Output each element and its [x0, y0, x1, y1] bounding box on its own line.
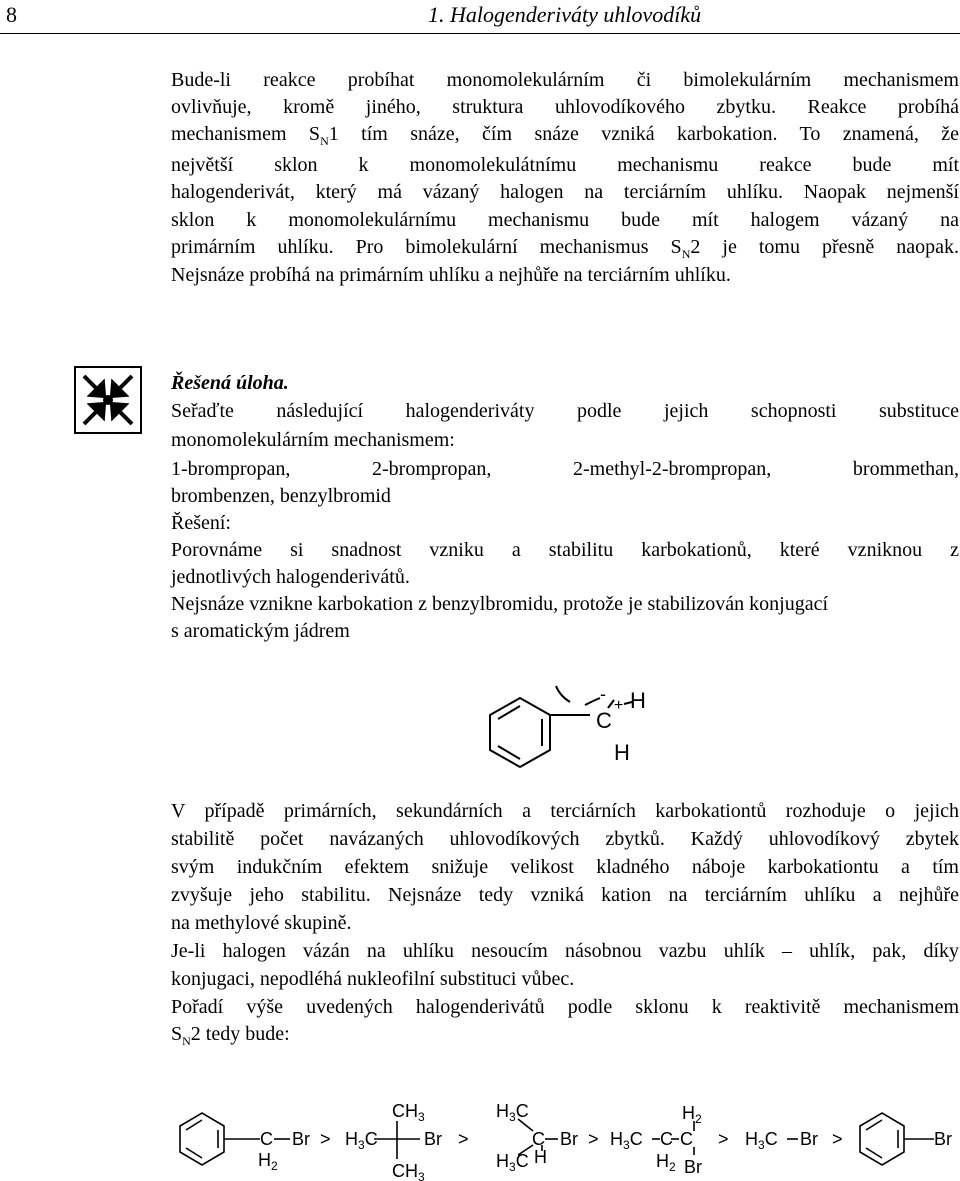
greater-than-sign: >: [320, 1129, 331, 1149]
h2-label: $H_2$: [258, 1150, 278, 1173]
greater-than-sign: >: [832, 1129, 843, 1149]
hydrogen-label: H: [534, 1147, 547, 1167]
header-rule: [0, 33, 960, 34]
intro-line: halogenderivát, který má vázaný halogen na terciárním uhlíku. Naopak nejmenší: [171, 181, 959, 203]
carbon-label: C: [260, 1129, 273, 1149]
bromine-label: Br: [684, 1157, 702, 1177]
solution-line: s aromatickým jádrem: [171, 620, 350, 642]
delocalization-arc: [556, 686, 570, 702]
explanation-line: stabilitě počet navázaných uhlovodíkových zbytků. Každý uhlovodíkový zbytek: [171, 828, 959, 850]
page-number: 8: [6, 2, 17, 27]
task-line: 1-brompropan, 2-brompropan, 2-methyl-2-brompropan, brommethan,: [171, 458, 959, 480]
intro-line: Nejsnáze probíhá na primárním uhlíku a nejhůře na terciárním uhlíku.: [171, 264, 731, 286]
carbon-label: C: [680, 1129, 693, 1149]
ch3-label: $CH_3$: [392, 1101, 425, 1124]
reactivity-order-scheme: [170, 1093, 960, 1181]
ch3-label: $CH_3$: [392, 1161, 425, 1181]
intro-line: primárním uhlíku. Pro bimolekulární mechanismus $S_N2$ je tomu přesně naopak.: [171, 236, 959, 261]
bromine-label: Br: [292, 1129, 310, 1149]
benzyl-cation-structure: [470, 670, 690, 780]
explanation-line: V případě primárních, sekundárních a terciárních karbokationtů rozhoduje o jejich: [171, 800, 959, 822]
h2-label: $H_2$: [656, 1151, 676, 1174]
page-header: [0, 0, 960, 34]
explanation-line: konjugaci, nepodléhá nukleofilní substituci vůbec.: [171, 968, 575, 990]
positive-charge-sign: +: [614, 697, 624, 714]
h3c-label: $H_3C$: [496, 1151, 529, 1174]
h3c-label: $H_3C$: [745, 1129, 778, 1152]
solution-line: Nejsnáze vznikne karbokation z benzylbromidu, protože je stabilizován konjugací: [171, 593, 829, 615]
partial-negative-sign: -: [600, 684, 606, 704]
solved-task-icon: [74, 366, 142, 434]
task-line: monomolekulárním mechanismem:: [171, 429, 455, 451]
task-heading: Řešená úloha.: [171, 372, 289, 394]
greater-than-sign: >: [458, 1129, 469, 1149]
bromine-label: Br: [800, 1129, 818, 1149]
explanation-line: Je-li halogen vázán na uhlíku nesoucím násobnou vazbu uhlík – uhlík, pak, díky: [171, 940, 959, 962]
explanation-line: na methylové skupině.: [171, 912, 352, 934]
solution-line: jednotlivých halogenderivátů.: [171, 566, 410, 588]
h3c-label: $H_3C$: [345, 1129, 378, 1152]
h3c-label: $H_3C$: [610, 1129, 643, 1152]
explanation-line: $S_N2$ tedy bude:: [171, 1023, 290, 1048]
explanation-line: svým indukčním efektem snižuje velikost kladného náboje karbokationtu a tím: [171, 856, 959, 878]
intro-line: sklon k monomolekulárnímu mechanismu bude mít halogem vázaný na: [171, 209, 959, 231]
hydrogen-bottom: H: [614, 740, 630, 765]
solution-label: Řešení:: [171, 512, 231, 534]
bromine-label: Br: [424, 1129, 442, 1149]
carbocation-carbon: C: [596, 708, 612, 733]
chapter-title: 1. Halogenderiváty uhlovodíků: [428, 2, 702, 27]
task-line: Seřaďte následující halogenderiváty podle jejich schopnosti substituce: [171, 400, 959, 422]
intro-line: ovlivňuje, kromě jiného, struktura uhlovodíkového zbytku. Reakce probíhá: [171, 96, 959, 118]
h2-label: $H_2$: [682, 1103, 702, 1126]
h3c-label: $H_3C$: [496, 1101, 529, 1124]
carbon-label: C: [660, 1129, 673, 1149]
carbon-label: C: [532, 1129, 545, 1149]
explanation-line: zvyšuje jeho stabilitu. Nejsnáze tedy vzniká kation na terciárním uhlíku a nejhůře: [171, 884, 959, 906]
hydrogen-right: H: [630, 688, 646, 713]
bromine-label: Br: [934, 1129, 952, 1149]
greater-than-sign: >: [588, 1129, 599, 1149]
intro-line: největší sklon k monomolekulátnímu mechanismu reakce bude mít: [171, 154, 959, 176]
solution-line: Porovnáme si snadnost vzniku a stabilitu karbokationů, které vzniknou z: [171, 539, 959, 561]
intro-line: mechanismem $S_N1$ tím snáze, čím snáze vzniká karbokation. To znamená, že: [171, 123, 960, 148]
task-line: brombenzen, benzylbromid: [171, 485, 391, 507]
greater-than-sign: >: [718, 1129, 729, 1149]
intro-line: Bude-li reakce probíhat monomolekulárním či bimolekulárním mechanismem: [171, 69, 959, 91]
explanation-line: Pořadí výše uvedených halogenderivátů podle sklonu k reaktivitě mechanismem: [171, 996, 959, 1018]
bromine-label: Br: [560, 1129, 578, 1149]
